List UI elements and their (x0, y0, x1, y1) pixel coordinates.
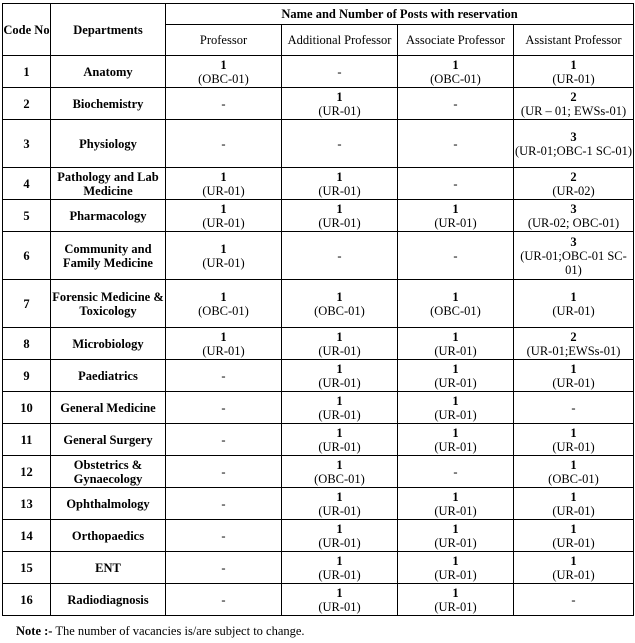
reservation-text: (OBC-01) (430, 303, 481, 318)
reservation-text: (UR-02; OBC-01) (527, 215, 620, 230)
post-count: 1 (452, 553, 459, 568)
posts-cell (398, 328, 514, 360)
reservation-text: (UR-01) (318, 503, 361, 518)
reservation-text: (UR-01) (434, 535, 477, 550)
department-cell: Paediatrics (51, 360, 166, 392)
department-cell: Microbiology (51, 328, 166, 360)
reservation-text: (UR-01) (434, 439, 477, 454)
header-assistant-professor: Assistant Professor (514, 25, 634, 56)
posts-cell (398, 392, 514, 424)
code-cell: 2 (3, 88, 51, 120)
post-count: 1 (336, 289, 343, 304)
post-count: 1 (336, 393, 343, 408)
post-count: 1 (220, 289, 227, 304)
posts-cell (282, 88, 398, 120)
table-row (3, 456, 634, 488)
posts-cell (166, 120, 282, 168)
post-count: 1 (570, 553, 577, 568)
posts-cell (282, 280, 398, 328)
department-cell: Orthopaedics (51, 520, 166, 552)
header-code: Code No (3, 4, 51, 56)
post-count: 1 (336, 425, 343, 440)
post-count: 1 (220, 201, 227, 216)
reservation-text: (UR-01) (318, 103, 361, 118)
posts-cell (514, 520, 634, 552)
header-associate-professor: Associate Professor (398, 25, 514, 56)
reservation-text: (UR-01) (318, 535, 361, 550)
department-cell: General Medicine (51, 392, 166, 424)
posts-cell (398, 584, 514, 616)
table-row (3, 200, 634, 232)
posts-cell (398, 200, 514, 232)
posts-cell (282, 520, 398, 552)
posts-cell (282, 584, 398, 616)
table-row (3, 120, 634, 168)
posts-cell (398, 360, 514, 392)
posts-cell (282, 120, 398, 168)
code-cell: 10 (3, 392, 51, 424)
posts-cell (398, 88, 514, 120)
reservation-text: (UR-01) (318, 183, 361, 198)
posts-cell (514, 168, 634, 200)
no-post-dash: - (221, 432, 226, 447)
note-text: The number of vacancies is/are subject to change. (55, 624, 305, 638)
post-count: 1 (452, 329, 459, 344)
posts-cell (514, 424, 634, 456)
department-cell: Pharmacology (51, 200, 166, 232)
post-count: 1 (452, 425, 459, 440)
post-count: 1 (570, 361, 577, 376)
post-count: 1 (336, 585, 343, 600)
posts-cell (166, 392, 282, 424)
reservation-text: (UR-01) (318, 599, 361, 614)
post-count: 1 (452, 489, 459, 504)
posts-cell (166, 232, 282, 280)
post-count: 1 (220, 329, 227, 344)
no-post-dash: - (221, 96, 226, 111)
posts-cell (514, 200, 634, 232)
post-count: 1 (336, 201, 343, 216)
post-count: 1 (452, 585, 459, 600)
no-post-dash: - (571, 400, 576, 415)
no-post-dash: - (337, 248, 342, 263)
reservation-text: (UR-01) (552, 567, 595, 582)
department-cell: Obstetrics & Gynaecology (51, 456, 166, 488)
post-count: 1 (336, 521, 343, 536)
code-cell: 12 (3, 456, 51, 488)
posts-cell (398, 488, 514, 520)
table-row (3, 584, 634, 616)
posts-table (2, 3, 634, 616)
posts-cell (514, 456, 634, 488)
reservation-text: (UR-01) (318, 439, 361, 454)
department-cell: ENT (51, 552, 166, 584)
department-cell: Radiodiagnosis (51, 584, 166, 616)
posts-cell (282, 392, 398, 424)
posts-cell (282, 456, 398, 488)
post-count: 1 (452, 393, 459, 408)
table-row (3, 360, 634, 392)
reservation-text: (OBC-01) (198, 71, 249, 86)
code-cell: 16 (3, 584, 51, 616)
code-cell: 14 (3, 520, 51, 552)
no-post-dash: - (453, 248, 458, 263)
no-post-dash: - (337, 136, 342, 151)
posts-cell (398, 520, 514, 552)
post-count: 2 (570, 89, 577, 104)
post-count: 1 (336, 329, 343, 344)
table-row (3, 280, 634, 328)
reservation-text: (OBC-01) (314, 471, 365, 486)
reservation-text: (UR-01) (552, 439, 595, 454)
department-cell: General Surgery (51, 424, 166, 456)
code-cell: 8 (3, 328, 51, 360)
posts-cell (514, 360, 634, 392)
reservation-text: (UR-01) (318, 375, 361, 390)
post-count: 1 (336, 169, 343, 184)
reservation-text: (OBC-01) (430, 71, 481, 86)
reservation-text: (UR – 01; EWSs-01) (520, 103, 627, 118)
post-count: 3 (570, 234, 577, 249)
table-row (3, 56, 634, 88)
posts-cell (282, 552, 398, 584)
posts-cell (166, 424, 282, 456)
header-departments: Departments (51, 4, 166, 56)
table-body (3, 56, 634, 616)
post-count: 1 (452, 201, 459, 216)
posts-cell (398, 56, 514, 88)
post-count: 2 (570, 169, 577, 184)
posts-cell (282, 328, 398, 360)
post-count: 1 (452, 289, 459, 304)
code-cell: 13 (3, 488, 51, 520)
note-label: Note :- (16, 624, 53, 638)
no-post-dash: - (221, 592, 226, 607)
posts-cell (166, 328, 282, 360)
posts-cell (514, 280, 634, 328)
reservation-text: (OBC-01) (314, 303, 365, 318)
post-count: 1 (452, 57, 459, 72)
posts-cell (166, 520, 282, 552)
posts-cell (282, 232, 398, 280)
post-count: 1 (570, 489, 577, 504)
posts-cell (398, 232, 514, 280)
reservation-text: (UR-01) (318, 343, 361, 358)
post-count: 1 (570, 425, 577, 440)
reservation-text: (UR-02) (552, 183, 595, 198)
no-post-dash: - (221, 496, 226, 511)
posts-cell (166, 168, 282, 200)
posts-cell (166, 56, 282, 88)
reservation-text: (UR-01) (552, 503, 595, 518)
reservation-text: (UR-01) (434, 215, 477, 230)
department-cell: Forensic Medicine & Toxicology (51, 280, 166, 328)
reservation-text: (UR-01) (434, 407, 477, 422)
posts-cell (166, 584, 282, 616)
department-cell: Ophthalmology (51, 488, 166, 520)
code-cell: 3 (3, 120, 51, 168)
reservation-text: (UR-01) (434, 503, 477, 518)
posts-cell (282, 200, 398, 232)
posts-cell (514, 232, 634, 280)
post-count: 1 (570, 457, 577, 472)
post-count: 1 (452, 521, 459, 536)
department-cell: Community and Family Medicine (51, 232, 166, 280)
posts-cell (514, 88, 634, 120)
table-row (3, 328, 634, 360)
reservation-text: (UR-01) (434, 343, 477, 358)
post-count: 1 (570, 289, 577, 304)
posts-cell (398, 168, 514, 200)
post-count: 1 (336, 361, 343, 376)
reservation-text: (UR-01;EWSs-01) (526, 343, 621, 358)
no-post-dash: - (453, 176, 458, 191)
no-post-dash: - (571, 592, 576, 607)
posts-cell (282, 424, 398, 456)
posts-cell (166, 200, 282, 232)
code-cell: 6 (3, 232, 51, 280)
posts-cell (166, 360, 282, 392)
posts-cell (514, 392, 634, 424)
no-post-dash: - (337, 64, 342, 79)
table-row (3, 168, 634, 200)
post-count: 1 (570, 57, 577, 72)
reservation-text: (UR-01) (552, 375, 595, 390)
table-row (3, 552, 634, 584)
posts-cell (166, 488, 282, 520)
table-row (3, 424, 634, 456)
posts-cell (514, 584, 634, 616)
table-row (3, 232, 634, 280)
no-post-dash: - (221, 400, 226, 415)
posts-cell (166, 552, 282, 584)
reservation-text: (UR-01) (202, 343, 245, 358)
posts-cell (514, 56, 634, 88)
reservation-text: (UR-01) (434, 375, 477, 390)
post-count: 1 (336, 457, 343, 472)
post-count: 3 (570, 129, 577, 144)
header-professor: Professor (166, 25, 282, 56)
code-cell: 5 (3, 200, 51, 232)
no-post-dash: - (453, 464, 458, 479)
posts-cell (398, 552, 514, 584)
posts-cell (398, 424, 514, 456)
posts-cell (166, 456, 282, 488)
code-cell: 15 (3, 552, 51, 584)
posts-cell (282, 360, 398, 392)
reservation-text: (UR-01) (202, 183, 245, 198)
no-post-dash: - (221, 368, 226, 383)
code-cell: 7 (3, 280, 51, 328)
department-cell: Biochemistry (51, 88, 166, 120)
reservation-text: (UR-01) (318, 407, 361, 422)
table-row (3, 392, 634, 424)
post-count: 1 (452, 361, 459, 376)
reservation-text: (UR-01) (552, 303, 595, 318)
no-post-dash: - (221, 528, 226, 543)
post-count: 2 (570, 329, 577, 344)
table-row (3, 88, 634, 120)
department-cell: Anatomy (51, 56, 166, 88)
code-cell: 9 (3, 360, 51, 392)
posts-cell (282, 168, 398, 200)
table-row (3, 520, 634, 552)
code-cell: 4 (3, 168, 51, 200)
code-cell: 11 (3, 424, 51, 456)
reservation-text: (UR-01) (318, 215, 361, 230)
posts-cell (514, 328, 634, 360)
reservation-text: (UR-01) (434, 567, 477, 582)
reservation-text: (UR-01) (552, 535, 595, 550)
no-post-dash: - (221, 136, 226, 151)
post-count: 1 (336, 89, 343, 104)
reservation-text: (UR-01) (552, 71, 595, 86)
posts-cell (282, 488, 398, 520)
posts-cell (398, 280, 514, 328)
post-count: 1 (336, 553, 343, 568)
reservation-text: (UR-01) (434, 599, 477, 614)
posts-cell (166, 88, 282, 120)
reservation-text: (UR-01;OBC-1 SC-01) (514, 143, 633, 158)
reservation-text: (OBC-01) (548, 471, 599, 486)
posts-cell (166, 280, 282, 328)
no-post-dash: - (453, 136, 458, 151)
post-count: 1 (336, 489, 343, 504)
post-count: 1 (220, 169, 227, 184)
post-count: 1 (220, 57, 227, 72)
reservation-text: (UR-01;OBC-01 SC-01) (520, 248, 627, 277)
reservation-text: (UR-01) (318, 567, 361, 582)
no-post-dash: - (453, 96, 458, 111)
post-count: 3 (570, 201, 577, 216)
footnote (16, 624, 305, 639)
code-cell: 1 (3, 56, 51, 88)
table-row (3, 488, 634, 520)
post-count: 1 (570, 521, 577, 536)
posts-cell (398, 456, 514, 488)
post-count: 1 (220, 241, 227, 256)
no-post-dash: - (221, 560, 226, 575)
reservation-text: (OBC-01) (198, 303, 249, 318)
posts-cell (398, 120, 514, 168)
reservation-text: (UR-01) (202, 255, 245, 270)
no-post-dash: - (221, 464, 226, 479)
header-additional-professor: Additional Professor (282, 25, 398, 56)
posts-cell (514, 488, 634, 520)
reservation-text: (UR-01) (202, 215, 245, 230)
posts-cell (282, 56, 398, 88)
posts-cell (514, 120, 634, 168)
department-cell: Physiology (51, 120, 166, 168)
department-cell: Pathology and Lab Medicine (51, 168, 166, 200)
header-group: Name and Number of Posts with reservation (166, 4, 634, 25)
posts-cell (514, 552, 634, 584)
